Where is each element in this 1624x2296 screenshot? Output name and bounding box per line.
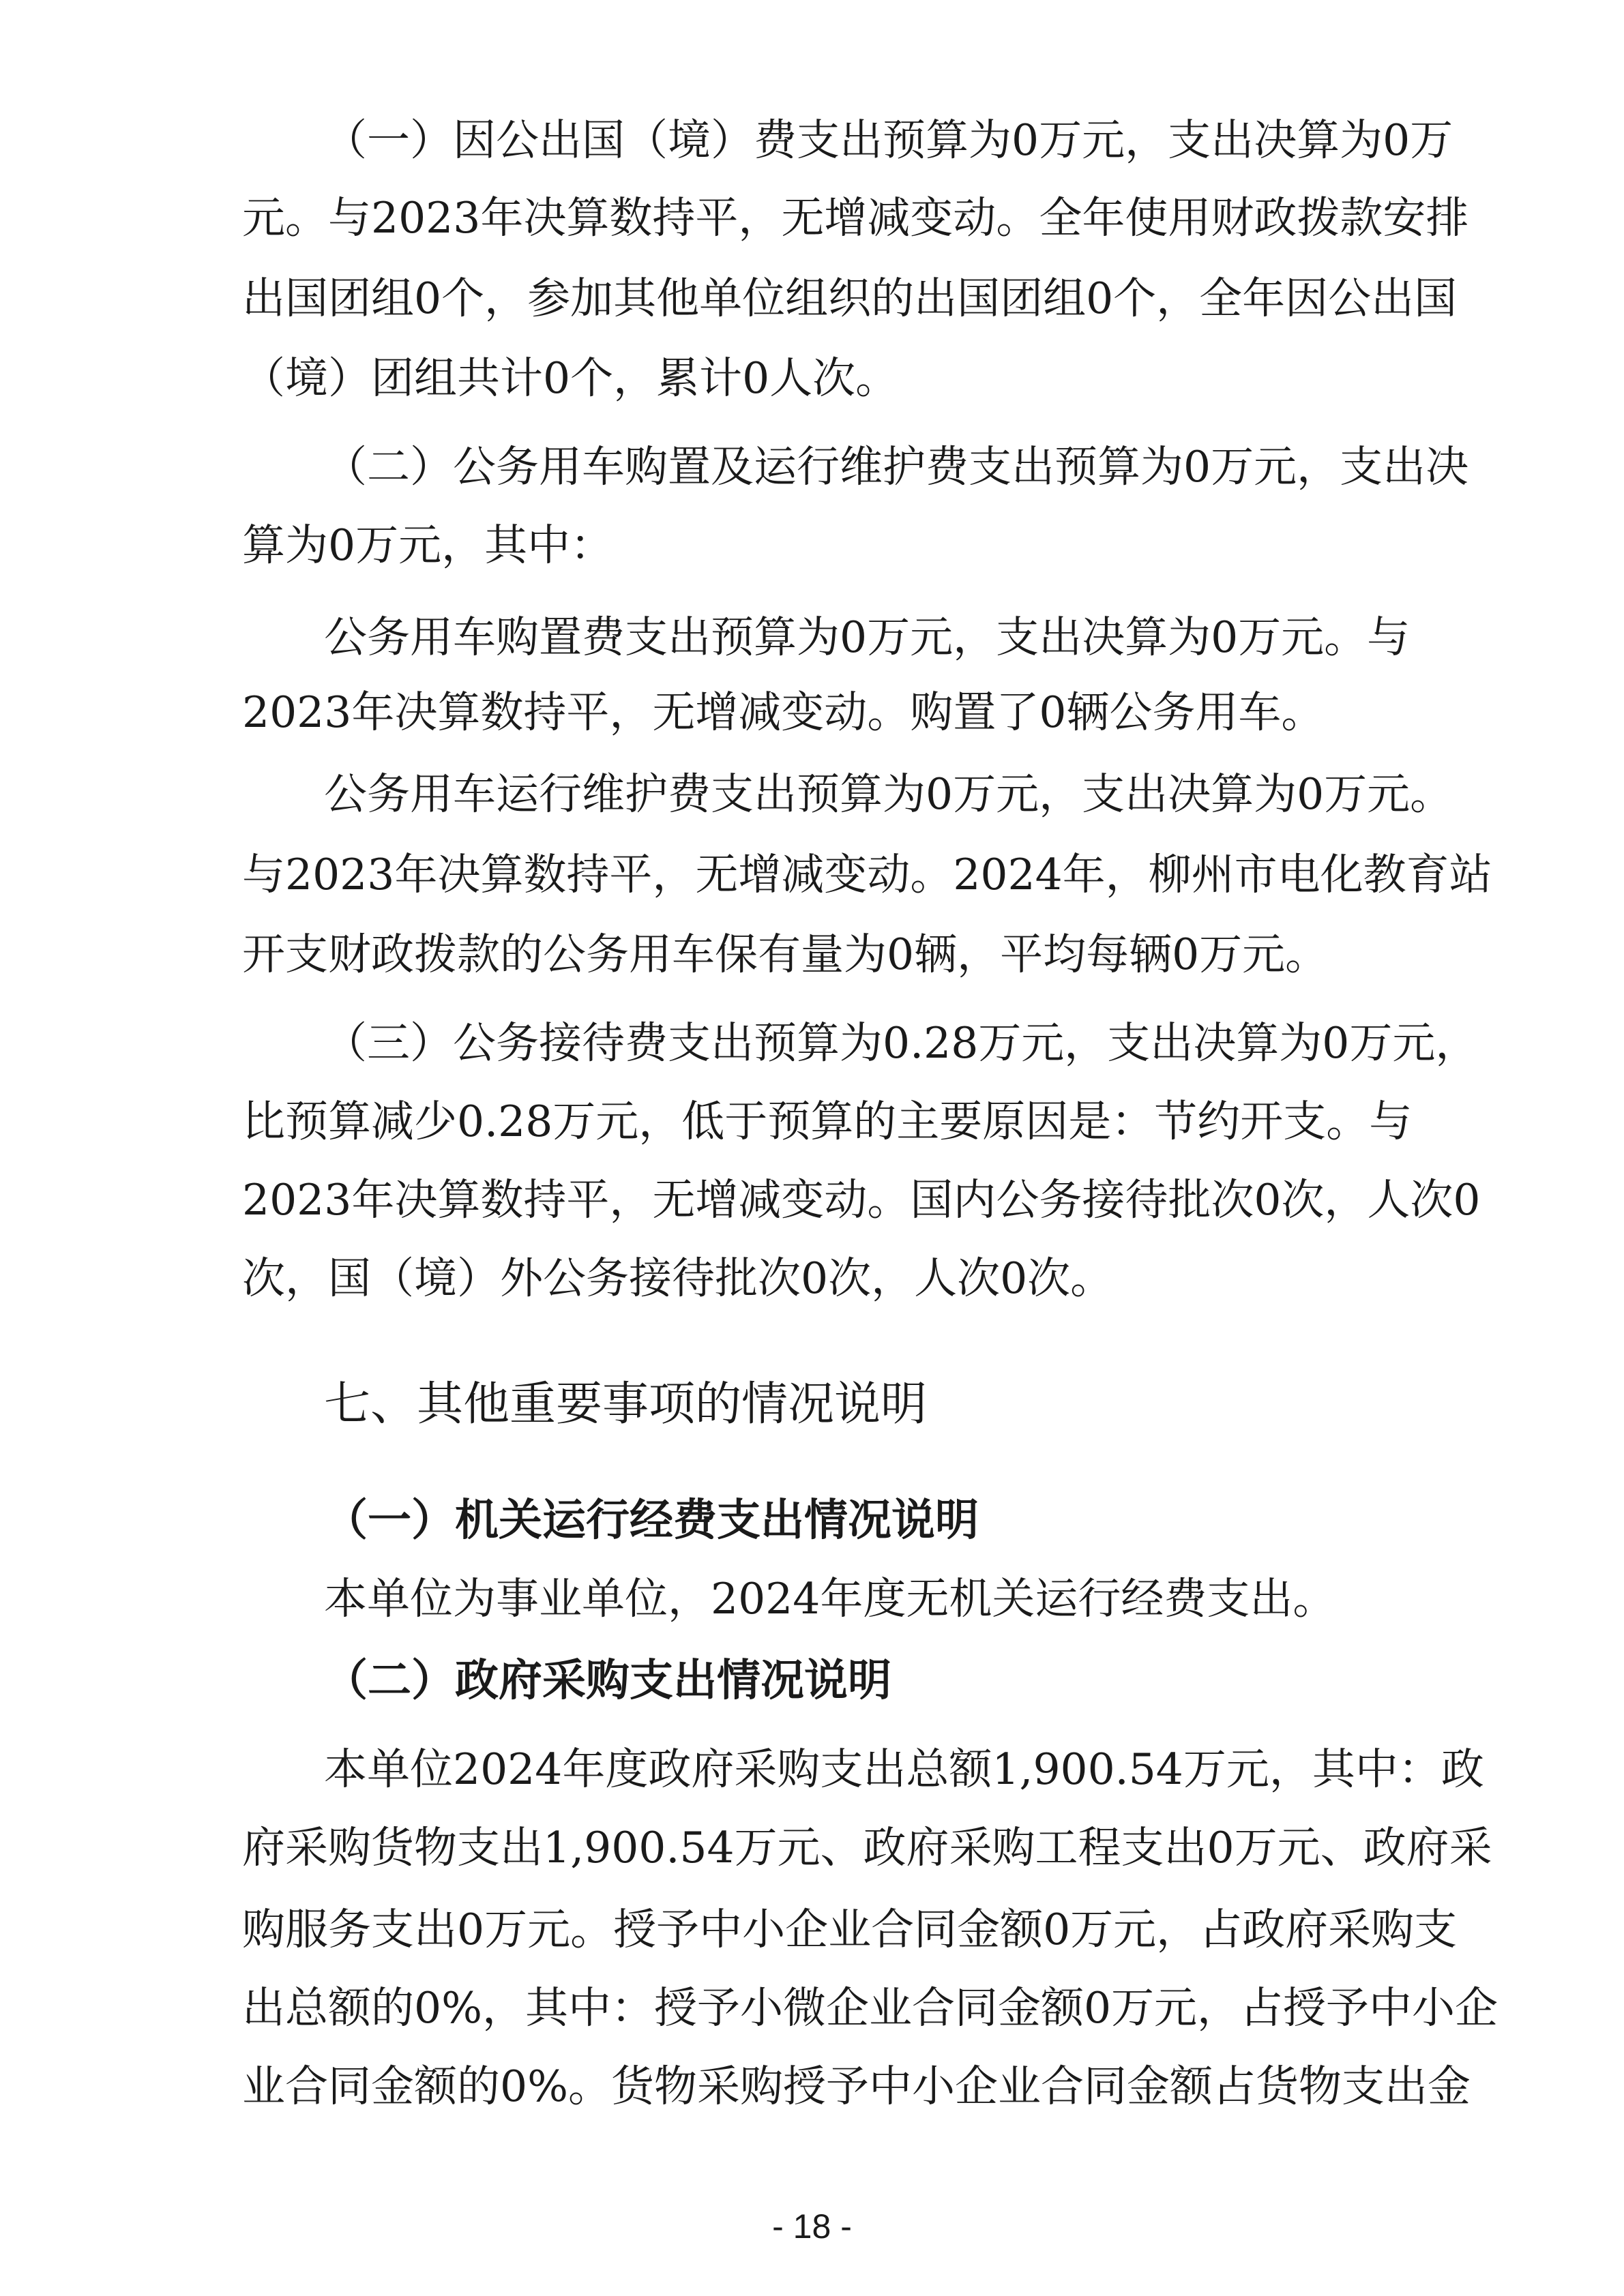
paragraph-line: 公务用车运行维护费支出预算为0万元，支出决算为0万元。: [324, 769, 1453, 819]
paragraph-line: 购服务支出0万元。授予中小企业合同金额0万元，占政府采购支: [242, 1905, 1458, 1954]
paragraph-line: 2023年决算数持平，无增减变动。购置了0辆公务用车。: [242, 687, 1325, 737]
paragraph-line: 公务用车购置费支出预算为0万元，支出决算为0万元。与: [324, 612, 1411, 662]
paragraph-line: 次，国（境）外公务接待批次0次，人次0次。: [242, 1253, 1114, 1303]
paragraph-line: （二）公务用车购置及运行维护费支出预算为0万元，支出决: [324, 442, 1469, 492]
paragraph-line: 本单位2024年度政府采购支出总额1,900.54万元，其中：政: [324, 1744, 1484, 1794]
paragraph-line: 元。与2023年决算数持平，无增减变动。全年使用财政拨款安排: [242, 193, 1469, 243]
paragraph-line: （境）团组共计0个，累计0人次。: [242, 353, 899, 403]
subsection-heading: （一）机关运行经费支出情况说明: [324, 1495, 979, 1546]
paragraph-line: 比预算减少0.28万元，低于预算的主要原因是：节约开支。与: [242, 1097, 1413, 1146]
paragraph-line: 府采购货物支出1,900.54万元、政府采购工程支出0万元、政府采: [242, 1823, 1492, 1873]
paragraph-line: 出国团组0个，参加其他单位组织的出国团组0个，全年因公出国: [242, 273, 1458, 323]
section-heading: 七、其他重要事项的情况说明: [324, 1377, 928, 1431]
paragraph-line: （三）公务接待费支出预算为0.28万元，支出决算为0万元，: [324, 1018, 1479, 1068]
paragraph-line: （一）因公出国（境）费支出预算为0万元，支出决算为0万: [324, 115, 1453, 165]
paragraph-line: 出总额的0%，其中：授予小微企业合同金额0万元，占授予中小企: [242, 1983, 1498, 2033]
page-number: - 18 -: [772, 2207, 852, 2246]
subsection-heading: （二）政府采购支出情况说明: [324, 1656, 891, 1706]
paragraph-line: 与2023年决算数持平，无增减变动。2024年，柳州市电化教育站: [242, 850, 1492, 899]
paragraph-line: 算为0万元，其中：: [242, 520, 614, 570]
paragraph-line: 本单位为事业单位，2024年度无机关运行经费支出。: [324, 1574, 1336, 1624]
paragraph-line: 业合同金额的0%。货物采购授予中小企业合同金额占货物支出金: [242, 2061, 1471, 2111]
paragraph-line: 2023年决算数持平，无增减变动。国内公务接待批次0次，人次0: [242, 1175, 1481, 1225]
paragraph-line: 开支财政拨款的公务用车保有量为0辆，平均每辆0万元。: [242, 929, 1329, 979]
